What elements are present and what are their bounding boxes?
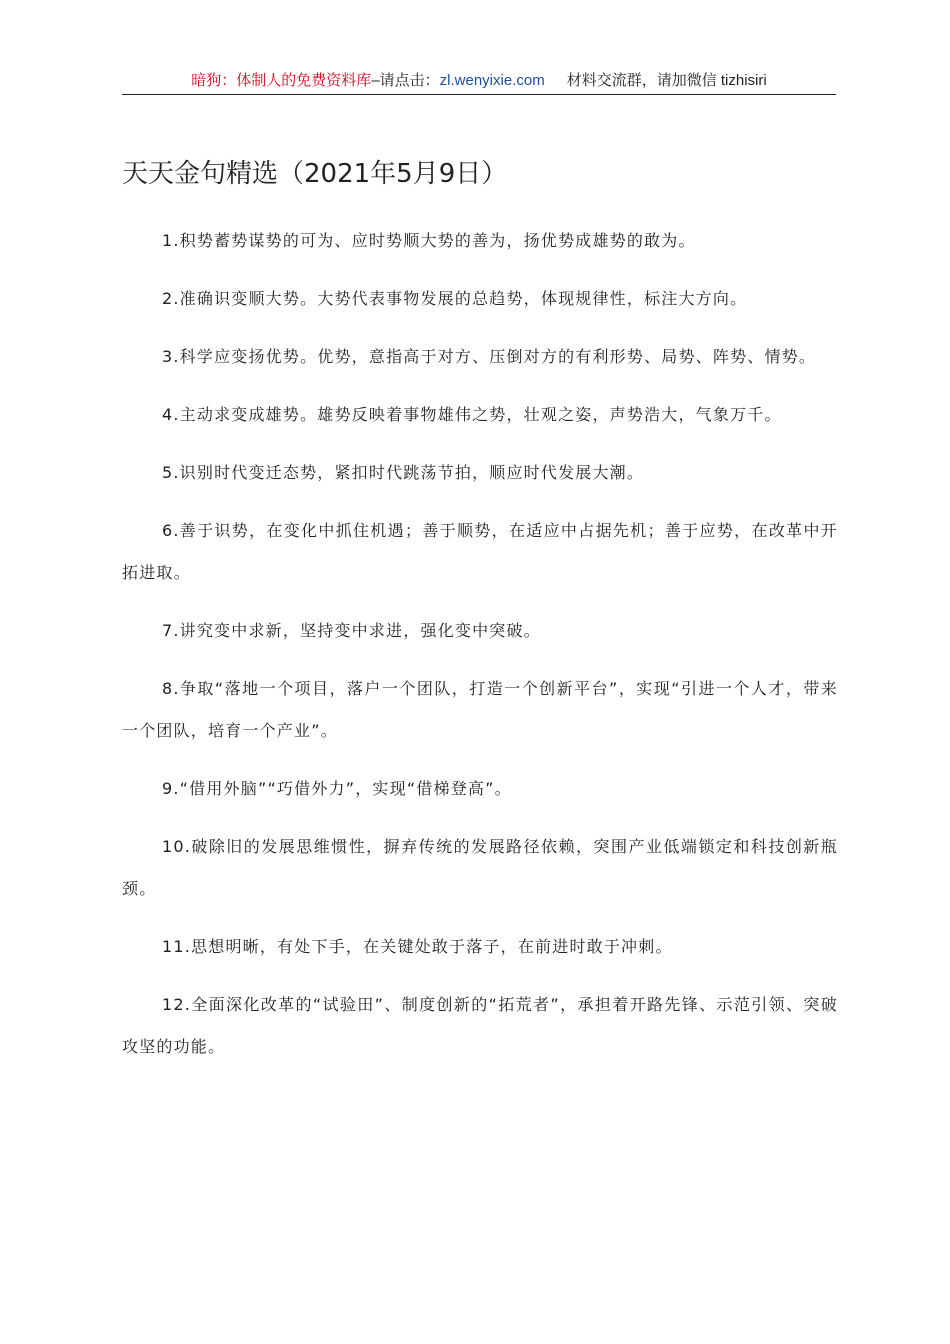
quote-item-12: 12.全面深化改革的“试验田”、制度创新的“拓荒者”，承担着开路先锋、示范引领、突破攻坚的功能。 [122, 995, 838, 1056]
header-link[interactable]: zl.wenyixie.com [439, 72, 545, 89]
header-brand: 暗狗：体制人的免费资料库 [191, 72, 372, 89]
quote-item-2: 2.准确识变顺大势。大势代表事物发展的总趋势，体现规律性，标注大方向。 [162, 289, 748, 308]
quote-item-5: 5.识别时代变迁态势，紧扣时代跳荡节拍，顺应时代发展大潮。 [162, 463, 645, 482]
quote-item-8: 8.争取“落地一个项目，落户一个团队，打造一个创新平台”，实现“引进一个人才，带来一个团队，培育一个产业”。 [122, 679, 838, 740]
page-title: 天天金句精选（2021年5月9日） [122, 159, 508, 189]
quote-item-11: 11.思想明晰，有处下手，在关键处敢于落子，在前进时敢于冲刺。 [162, 937, 673, 956]
quote-list [122, 220, 838, 1084]
quote-item-6: 6.善于识势，在变化中抓住机遇；善于顺势，在适应中占据先机；善于应势，在改革中开拓进取。 [122, 521, 838, 582]
header-contact: 材料交流群，请加微信 tizhisiri [566, 72, 767, 89]
quote-item-1: 1.积势蓄势谋势的可为、应时势顺大势的善为，扬优势成雄势的敢为。 [162, 231, 696, 250]
page-header [122, 68, 836, 95]
quote-item-9: 9.“借用外脑”“巧借外力”，实现“借梯登高”。 [162, 779, 512, 798]
header-prompt: –请点击： [371, 72, 440, 89]
quote-item-10: 10.破除旧的发展思维惯性，摒弃传统的发展路径依赖，突围产业低端锁定和科技创新瓶颈。 [122, 837, 838, 898]
quote-item-7: 7.讲究变中求新，坚持变中求进，强化变中突破。 [162, 621, 541, 640]
quote-item-4: 4.主动求变成雄势。雄势反映着事物雄伟之势，壮观之姿，声势浩大，气象万千。 [162, 405, 782, 424]
quote-item-3: 3.科学应变扬优势。优势，意指高于对方、压倒对方的有利形势、局势、阵势、情势。 [162, 347, 817, 366]
